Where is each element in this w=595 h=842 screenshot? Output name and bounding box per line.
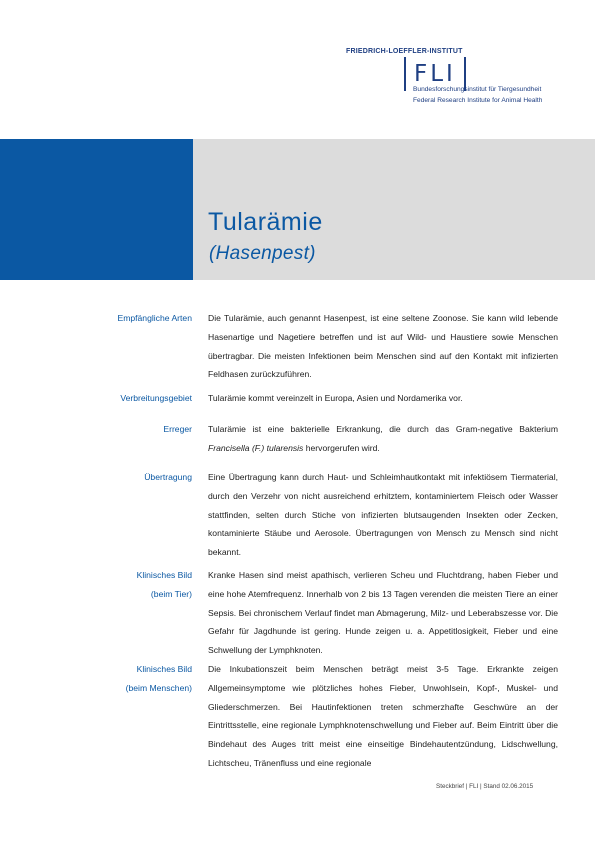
logo-left-bar: [404, 57, 406, 91]
section-text: [208, 420, 558, 458]
section-text: Die Inkubationszeit beim Menschen beträgt meist 3-5 Tage. Erkrankte zeigen Allgemeinsymptome wie plötzliches hohes Fieber, Unwohlsein, Kopf-, Muskel- und Gliederschmerzen. Bei Hautinfektionen treten schmerzhafte Geschwüre an der Eintrittsstelle, eine regionale Lymphknotenschwellung und Fieber auf. Beim Eintritt über die Bindehaut des Auges tritt meist eine einseitige Bindehautentzündung, Lidschwellung, Lichtscheu, Tränenfluss und eine regionale: [208, 664, 558, 768]
section-text: Tularämie kommt vereinzelt in Europa, Asien und Nordamerika vor.: [208, 393, 463, 403]
section-label: Übertragung: [144, 472, 192, 482]
header-band-blue: [0, 139, 193, 280]
section-label: Verbreitungsgebiet: [120, 393, 192, 403]
section-label: Erreger: [163, 424, 192, 434]
section-label: [0, 566, 192, 604]
text-post: hervorgerufen wird.: [303, 442, 380, 453]
logo-abbrev: FLI: [414, 61, 456, 87]
logo-institute-name: FRIEDRICH-LOEFFLER-INSTITUT: [346, 48, 463, 55]
logo-subtitle-en: Federal Research Institute for Animal Health: [413, 97, 543, 104]
section-text: Eine Übertragung kann durch Haut- und Schleimhautkontakt mit infektiösem Tiermaterial, durch den Verzehr von nicht ausreichend erhitztem, kontaminiertem Fleisch oder Wasser stattfinden, selten durch Stiche von infizierten blutsaugenden Insekten oder Zecken, kontaminierte Stäube und Aerosole. Übertragungen von Mensch zu Mensch sind nicht bekannt.: [208, 472, 558, 558]
label-line-1: Klinisches Bild: [136, 664, 192, 674]
footer: Steckbrief | FLI | Stand 02.06.2015: [436, 783, 534, 790]
label-line-2: (beim Menschen): [125, 683, 192, 693]
section-text: Kranke Hasen sind meist apathisch, verlieren Scheu und Fluchtdrang, haben Fieber und eine hohe Atemfrequenz. Innerhalb von 2 bis 13 Tagen verenden die meisten Tiere an einer Sepsis. Bei chronischem Verlauf findet man Abmagerung, Milz- und Leberabszesse vor. Die Gefahr für Jagdhunde ist gering. Hunde zeigen u. a. Appetitlosigkeit, Fieber und eine Schwellung der Lymphknoten.: [208, 570, 558, 656]
section-label: [0, 660, 192, 698]
page-subtitle: (Hasenpest): [209, 243, 316, 264]
section-text: Die Tularämie, auch genannt Hasenpest, ist eine seltene Zoonose. Sie kann wild lebende Hasenartige und Nagetiere betreffen und ist auf Wild- und Haustiere sowie Menschen übertragbar. Die meisten Infektionen beim Menschen sind auf den Kontakt mit infizierten Feldhasen zurückzuführen.: [208, 313, 558, 380]
pathogen-name: Francisella (F.) tularensis: [208, 442, 304, 453]
label-line-1: Klinisches Bild: [136, 570, 192, 580]
text-pre: Tularämie ist eine bakterielle Erkrankung, die durch das Gram-negative Bakterium: [208, 424, 558, 434]
section-label: Empfängliche Arten: [117, 313, 192, 323]
fli-logo: [346, 48, 561, 110]
page-title: Tularämie: [208, 208, 323, 236]
logo-subtitle-de: Bundesforschungsinstitut für Tiergesundheit: [413, 86, 542, 93]
label-line-2: (beim Tier): [150, 589, 192, 599]
